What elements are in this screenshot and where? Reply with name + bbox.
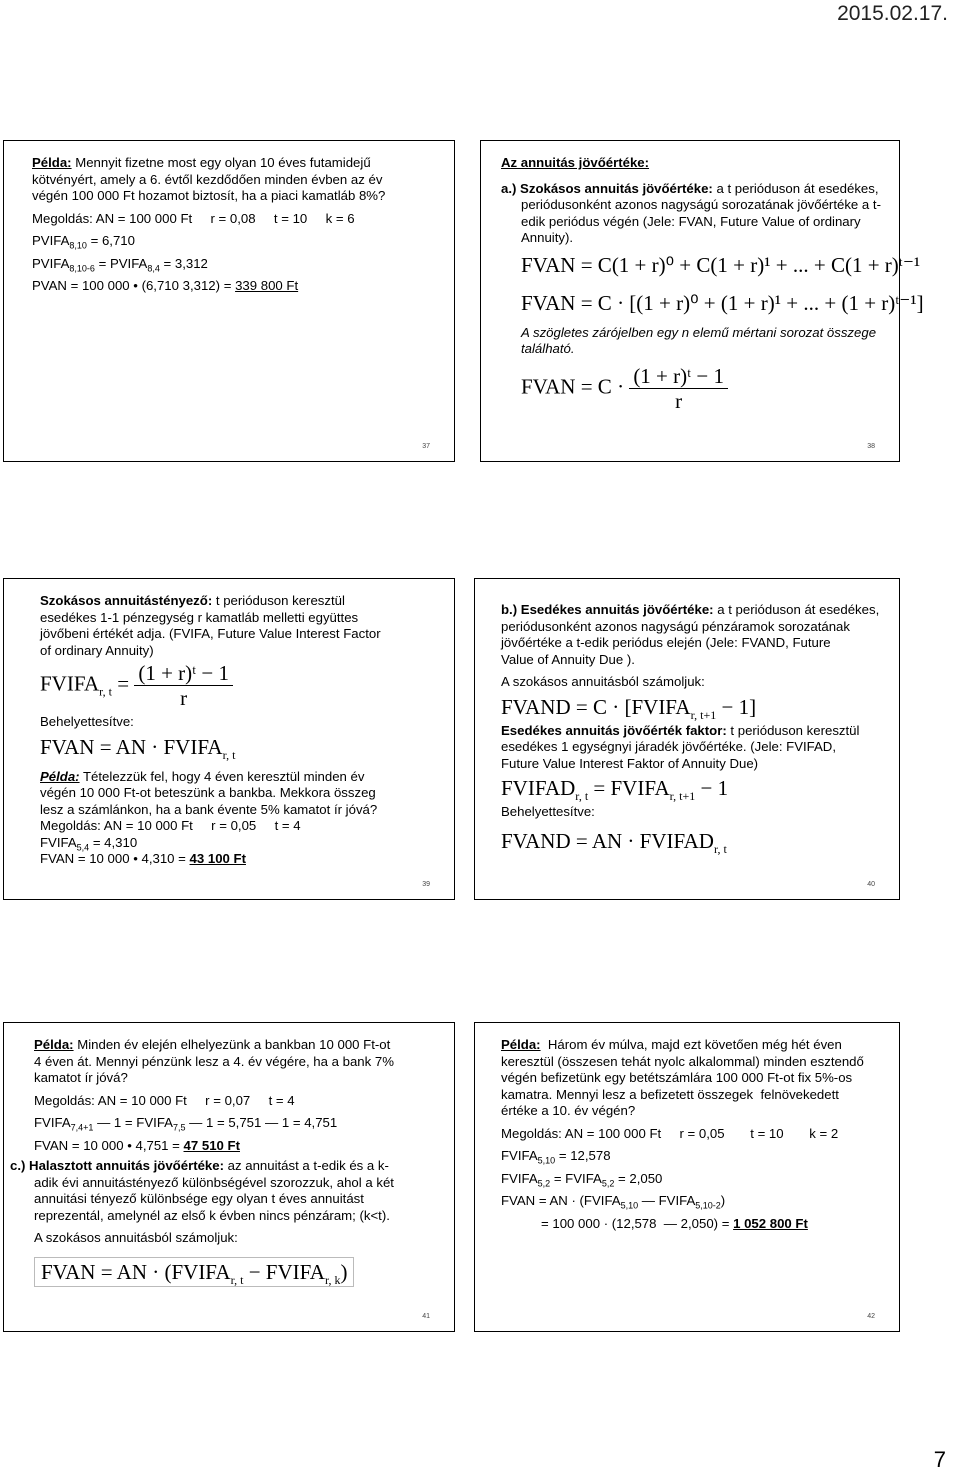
subscript: 8,10-6	[69, 263, 95, 274]
text-span: — FVIFA	[638, 1193, 696, 1208]
solution-line	[40, 851, 446, 868]
result-value: 43 100 Ft	[189, 851, 246, 866]
text-span: az annuitást a t-edik és a k-	[223, 1158, 389, 1173]
formula-deferred	[34, 1257, 354, 1287]
fraction	[629, 364, 728, 413]
formula-body: )	[340, 1259, 348, 1284]
slide-number: 40	[867, 880, 875, 888]
text-span: Minden év elején elhelyezünk a bankban 10 000 Ft-ot	[73, 1037, 391, 1052]
formula-fvan-bracket: FVAN = C · [(1 + r)⁰ + (1 + r)¹ + ... + (1 + r)ᵗ⁻¹]	[521, 290, 924, 315]
text-line: periódusonként azonos nagyságú sorozatának jövőértéke a t-	[521, 197, 881, 212]
text-span: = FVIFA	[550, 1170, 602, 1186]
text-line: Value of Annuity Due ).	[501, 651, 635, 667]
text-line: végén 10 000 Ft-ot beteszünk a bankba. Mekkora összeg	[40, 785, 376, 800]
text-line: adik évi annuitástényező különbségével szorozzuk, ahol a két	[34, 1174, 394, 1190]
formula-body: FVIFAD	[501, 776, 576, 800]
text-span: t perióduson keresztül	[726, 722, 860, 738]
text-line: A szokásos annuitásból számoljuk:	[501, 674, 705, 689]
slide-number: 39	[422, 880, 430, 888]
equals-sign: =	[117, 671, 130, 696]
subscript: 5,10	[537, 1155, 556, 1166]
subscript: 7,5	[172, 1122, 186, 1133]
text-line: Behelyettesítve:	[40, 714, 134, 729]
subscript: r, t	[99, 684, 112, 699]
note-line: A szögletes zárójelben egy n elemű mértani sorozat összege	[521, 324, 877, 340]
text-span: = PVIFA	[94, 255, 148, 271]
text-line: Future Value Interest Faktor of Annuity Due)	[501, 755, 759, 771]
formula-lhs: FVAN = C ·	[521, 373, 625, 398]
definition-label: a.) Szokásos annuitás jövőértéke:	[501, 180, 713, 196]
text-line: annuitási tényező különbsége egy olyan t éves annuitást	[34, 1191, 364, 1206]
slide-41	[3, 1022, 455, 1332]
text-line	[10, 1158, 446, 1175]
slide-heading: Az annuitás jövőértéke:	[501, 155, 650, 170]
text-span: FVIFA	[40, 834, 77, 850]
subscript: r, t+1	[669, 789, 696, 804]
subscript: 5,2	[537, 1178, 551, 1189]
text-line: edik periódus végén (Jele: FVAN, Future Value of ordinary	[521, 213, 861, 229]
solution-line	[32, 278, 446, 295]
definition-label: Szokásos annuitástényező:	[40, 593, 213, 608]
formula-body: = FVIFA	[588, 776, 670, 800]
slide-38	[480, 140, 924, 462]
text-span: )	[720, 1193, 726, 1208]
text-line	[501, 723, 891, 740]
subscript: r, t	[713, 841, 727, 856]
solution-line	[32, 233, 446, 250]
formula-fvan-sum: FVAN = C(1 + r)⁰ + C(1 + r)¹ + ... + C(1 + r)ᵗ⁻¹	[521, 252, 921, 277]
subscript: 5,2	[601, 1178, 615, 1189]
formula-body: FVAN = AN · (FVIFA	[41, 1259, 231, 1284]
subscript: 7,4+1	[70, 1122, 94, 1133]
fraction	[134, 661, 233, 710]
text-line: értéke a 10. év végén?	[501, 1103, 636, 1118]
text-line: esedékes 1 egységnyi járadék jövőértéke. (Jele: FVIFAD,	[501, 739, 836, 754]
solution-line: Megoldás: AN = 100 000 Ft r = 0,08 t = 10 k = 6	[32, 210, 355, 226]
text-span: — 1 = FVIFA	[93, 1115, 173, 1130]
slide-40	[474, 578, 900, 900]
slide-number: 38	[867, 442, 875, 450]
text-line	[40, 593, 446, 610]
text-span: = 12,578	[555, 1148, 611, 1163]
header-date: 2015.02.17.	[837, 2, 948, 25]
formula-fvifa	[40, 661, 446, 710]
subscript: r, t	[222, 747, 236, 762]
formula-fvifad	[501, 776, 891, 804]
text-span: — 1 = 5,751 — 1 = 4,751	[185, 1115, 338, 1130]
solution-line	[501, 1171, 891, 1188]
text-span: PVIFA	[32, 233, 70, 248]
definition-label: c.) Halasztott annuitás jövőértéke:	[10, 1158, 224, 1173]
text-span: Tételezzük fel, hogy 4 éven keresztül minden év	[79, 768, 365, 784]
text-line: kamatot ír jóvá?	[34, 1070, 128, 1085]
text-span: a t perióduson át esedékes,	[712, 180, 879, 196]
formula-body: FVAN = AN · FVIFA	[40, 734, 223, 759]
formula-fvan-an	[40, 734, 446, 762]
subscript: 8,4	[147, 263, 160, 274]
formula-body: − 1]	[716, 694, 757, 719]
formula-fvand	[501, 694, 891, 722]
example-label: Példa:	[34, 1037, 74, 1052]
subscript: r, k	[324, 1272, 341, 1287]
formula-lhs: FVIFA	[40, 671, 100, 696]
slide-number: 37	[422, 442, 430, 450]
text-span: = 4,310	[89, 834, 138, 850]
text-line: végén befizetünk egy betétszámlára 100 000 Ft-ot fix 5%-os	[501, 1070, 853, 1085]
text-span: FVAN = AN · (FVIFA	[501, 1193, 621, 1208]
solution-line	[32, 256, 446, 273]
formula-body: FVAND = C · [FVIFA	[501, 694, 691, 719]
result-value: 47 510 Ft	[183, 1137, 240, 1153]
subscript: r, t	[230, 1272, 244, 1287]
text-line	[34, 1037, 446, 1054]
subscript: 8,10	[69, 240, 87, 251]
text-span: Három év múlva, majd ezt követően még hét éven	[540, 1037, 842, 1052]
text-span: FVIFA	[501, 1148, 538, 1163]
text-span: PVAN = 100 000 • (6,710 3,312) =	[32, 278, 236, 293]
text-line: periódusonként azonos nagyságú pénzáramok sorozatának	[501, 618, 850, 634]
text-line: reprezentál, amelynél az első k évben nincs pénzáram; (k<t).	[34, 1207, 390, 1223]
example-label: Példa:	[501, 1037, 541, 1052]
solution-line	[501, 1193, 891, 1210]
slide-number: 41	[422, 1312, 430, 1320]
subscript: 5,4	[76, 842, 90, 853]
text-line	[501, 1037, 891, 1054]
text-line: kamatra. Mennyi lesz a befizetett összegek felnövekedett	[501, 1086, 839, 1102]
note-line: található.	[521, 341, 575, 356]
solution-line: Megoldás: AN = 10 000 Ft r = 0,07 t = 4	[34, 1092, 295, 1108]
slide-42	[474, 1022, 900, 1332]
page-number: 7	[933, 1447, 946, 1472]
text-line: végén 100 000 Ft hozamot biztosít, ha a piaci kamatláb 8%?	[32, 188, 386, 203]
text-span: = 3,312	[159, 255, 208, 271]
text-span: = 2,050	[614, 1170, 663, 1186]
text-line: 4 éven át. Mennyi pénzünk lesz a 4. év végére, ha a bank 7%	[34, 1053, 394, 1069]
solution-line: Megoldás: AN = 10 000 Ft r = 0,05 t = 4	[40, 818, 301, 833]
definition-label: Esedékes annuitás jövőérték faktor:	[501, 722, 727, 738]
text-line: jövőbeni értékét adja. (FVIFA, Future Value Interest Factor	[40, 626, 381, 641]
text-line: of ordinary Annuity)	[40, 642, 154, 658]
text-span: a t perióduson át esedékes,	[713, 602, 880, 617]
solution-line	[34, 1138, 446, 1155]
solution-line	[501, 1148, 891, 1165]
text-line: Annuity).	[521, 230, 574, 245]
result-value: 339 800 Ft	[235, 278, 299, 293]
text-line: jövőértéke a t-edik periódus elején (Jele: FVAND, Future	[501, 635, 831, 650]
text-span: FVAN = 10 000 • 4,751 =	[34, 1137, 184, 1153]
text-line	[501, 602, 891, 619]
text-line: esedékes 1-1 pénzegység r kamatláb melletti együttes	[40, 609, 359, 625]
text-line	[40, 769, 446, 786]
text-line: lesz a számlánkon, ha a bank évente 5% kamatot ír jóvá?	[40, 801, 378, 817]
solution-line: Megoldás: AN = 100 000 Ft r = 0,05 t = 10 k = 2	[501, 1125, 839, 1141]
text-span: = 100 000 · (12,578 — 2,050) =	[541, 1215, 734, 1231]
slide-37	[3, 140, 455, 462]
numerator: (1 + r)ᵗ − 1	[629, 364, 728, 389]
text-span: PVIFA	[32, 255, 70, 271]
example-label: Példa:	[32, 155, 72, 170]
slide-39	[3, 578, 455, 900]
formula-body: FVAND = AN · FVIFAD	[501, 828, 714, 853]
text-span: FVIFA	[34, 1115, 71, 1130]
text-line	[501, 181, 891, 198]
denominator: r	[675, 388, 683, 413]
numerator: (1 + r)ᵗ − 1	[134, 661, 233, 686]
result-value: 1 052 800 Ft	[733, 1215, 808, 1231]
denominator: r	[180, 686, 188, 710]
text-line: Behelyettesítve:	[501, 804, 595, 819]
text-span: Mennyit fizetne most egy olyan 10 éves futamidejű	[71, 155, 371, 170]
text-span: FVAN = 10 000 • 4,310 =	[40, 851, 190, 866]
text-span: = 6,710	[86, 233, 135, 248]
solution-line	[501, 1216, 891, 1233]
formula-body: − FVIFA	[243, 1259, 325, 1284]
solution-line	[34, 1115, 446, 1132]
subscript: r, t	[575, 789, 589, 804]
formula-body: − 1	[695, 776, 729, 800]
text-line: kötvényért, amely a 6. évtől kezdődően minden évben az év	[32, 171, 383, 187]
slide-number: 42	[867, 1312, 875, 1320]
subscript: 5,10	[620, 1200, 639, 1211]
text-line: A szokásos annuitásból számoljuk:	[34, 1230, 238, 1245]
solution-line	[40, 835, 446, 852]
subscript: r, t+1	[690, 707, 717, 722]
text-line: keresztül (összesen tehát nyolc alkalommal) minden esztendő	[501, 1053, 864, 1069]
example-label: Példa:	[40, 768, 80, 784]
formula-fvand-an	[501, 828, 891, 856]
text-span: t perióduson keresztül	[212, 593, 345, 608]
definition-label: b.) Esedékes annuitás jövőértéke:	[501, 602, 714, 617]
text-span: FVIFA	[501, 1170, 538, 1186]
text-line	[32, 155, 446, 172]
formula-fvan-closed	[501, 364, 891, 413]
subscript: 5,10-2	[695, 1200, 721, 1211]
